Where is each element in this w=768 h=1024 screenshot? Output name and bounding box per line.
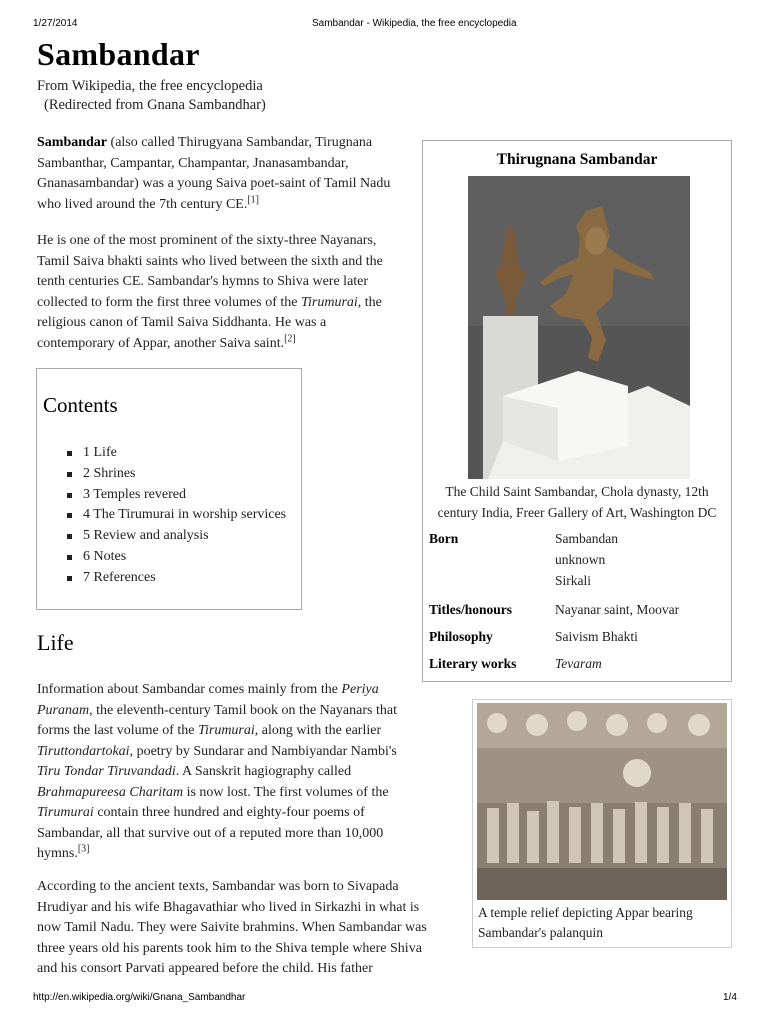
second-paragraph [37, 231, 407, 354]
italic-run: Tiru Tondar Tiruvandadi [37, 764, 176, 779]
intro-name: Sambandar [37, 135, 108, 150]
para2-italic: Tirumurai [300, 294, 358, 310]
text-run: , along with the earlier [254, 723, 382, 738]
statue-image[interactable] [468, 176, 690, 479]
text-run: , poetry by Sundarar and Nambiyandar Nambi's [129, 743, 397, 759]
print-page-title: Sambandar - Wikipedia, the free encyclopedia [312, 18, 517, 29]
toc-item[interactable]: 2 Shrines [67, 464, 286, 485]
born-date: unknown [555, 552, 606, 567]
infobox-title: Thirugnana Sambandar [496, 151, 658, 168]
relief-bottom-band [477, 868, 727, 900]
works-label: Literary works [429, 656, 517, 671]
philosophy-label: Philosophy [429, 629, 493, 644]
italic-run: Periya Puranam [37, 682, 379, 718]
italic-run: Tirumurai [37, 805, 94, 820]
redirect-note: (Redirected from Gnana Sambandhar) [44, 97, 266, 113]
toc-item[interactable]: 5 Review and analysis [67, 526, 286, 547]
italic-run: Tiruttondartokai [37, 743, 130, 759]
born-name: Sambandan [555, 531, 618, 546]
philosophy-value: Saivism Bhakti [555, 629, 638, 644]
print-url: http://en.wikipedia.org/wiki/Gnana_Sambandhar [33, 992, 246, 1003]
text-run: is now lost. The first volumes of the [183, 784, 389, 800]
born-place: Sirkali [555, 573, 591, 588]
infobox-caption: The Child Saint Sambandar, Chola dynasty, 12th century India, Freer Gallery of Art, Washington DC [437, 484, 717, 520]
text-run: contain three hundred and eighty-four poems of Sambandar, all that survive out of a reputed more than 10,000 hymns. [37, 805, 384, 861]
toc-item[interactable]: 3 Temples revered [67, 485, 286, 506]
thumbnail-caption: A temple relief depicting Appar bearing Sambandar's palanquin [478, 905, 693, 940]
statue-head [585, 227, 607, 255]
titles-label: Titles/honours [429, 602, 513, 617]
text-run: , the eleventh-century Tamil book on the Nayanars that forms the last volume of the [37, 702, 397, 738]
infobox [422, 140, 732, 682]
intro-text: (also called Thirugyana Sambandar, Tirugnana Sambanthar, Campantar, Champantar, Jnanasambandar, Gnanasambandar) was a young Saiva poet-saint of Tamil Nadu who lived around the 7th century CE. [37, 135, 391, 212]
print-date: 1/27/2014 [33, 18, 78, 29]
temple-relief-image[interactable] [477, 703, 727, 900]
para2-rest: , the religious canon of Tamil Saiva Siddhanta. He was a contemporary of Appar, another Saiva saint. [37, 294, 382, 351]
birth-paragraph: According to the ancient texts, Sambandar was born to Sivapada Hrudiyar and his wife Bhagavathiar who lived in Sirkazhi in what is now Tamil Nadu. They were Saivite brahmins. When Sambandar was three years old his parents took him to the Shiva temple where Shiva and his consort Parvati appeared before the child. His father [37, 879, 427, 976]
toc-item[interactable]: 4 The Tirumurai in worship services [67, 505, 286, 526]
toc-title: Contents [43, 393, 118, 417]
print-page-number: 1/4 [723, 992, 737, 1003]
tagline: From Wikipedia, the free encyclopedia [37, 78, 263, 94]
italic-run: Tirumurai [197, 723, 255, 738]
intro-paragraph [37, 133, 407, 215]
ref-link[interactable]: [1] [247, 193, 260, 205]
born-values [555, 528, 618, 591]
section-heading-life: Life [37, 630, 74, 655]
life-paragraph [37, 680, 407, 865]
italic-run: Brahmapureesa Charitam [37, 784, 184, 800]
relief-mid-band [477, 748, 727, 803]
text-run: . A Sanskrit hagiography called [175, 764, 352, 779]
ref-link[interactable]: [3] [77, 843, 90, 855]
titles-value: Nayanar saint, Moovar [555, 602, 680, 617]
ref-link[interactable]: [2] [284, 332, 296, 344]
page-title: Sambandar [37, 36, 200, 72]
toc-list [67, 443, 286, 589]
works-value[interactable]: Tevaram [555, 656, 602, 671]
toc-item[interactable]: 1 Life [67, 443, 286, 464]
born-label: Born [429, 531, 459, 546]
thumbnail-figure [472, 699, 732, 948]
toc-item[interactable]: 7 References [67, 568, 286, 589]
para2-text: He is one of the most prominent of the sixty-three Nayanars, Tamil Saiva bhakti saints who lived between the sixth and the tenth centuries CE. Sambandar's hymns to Shiva were later collected to form the first three volumes of the [37, 233, 383, 310]
text-run: Information about Sambandar comes mainly from the [37, 682, 342, 697]
toc-item[interactable]: 6 Notes [67, 547, 286, 568]
table-of-contents [36, 368, 302, 610]
